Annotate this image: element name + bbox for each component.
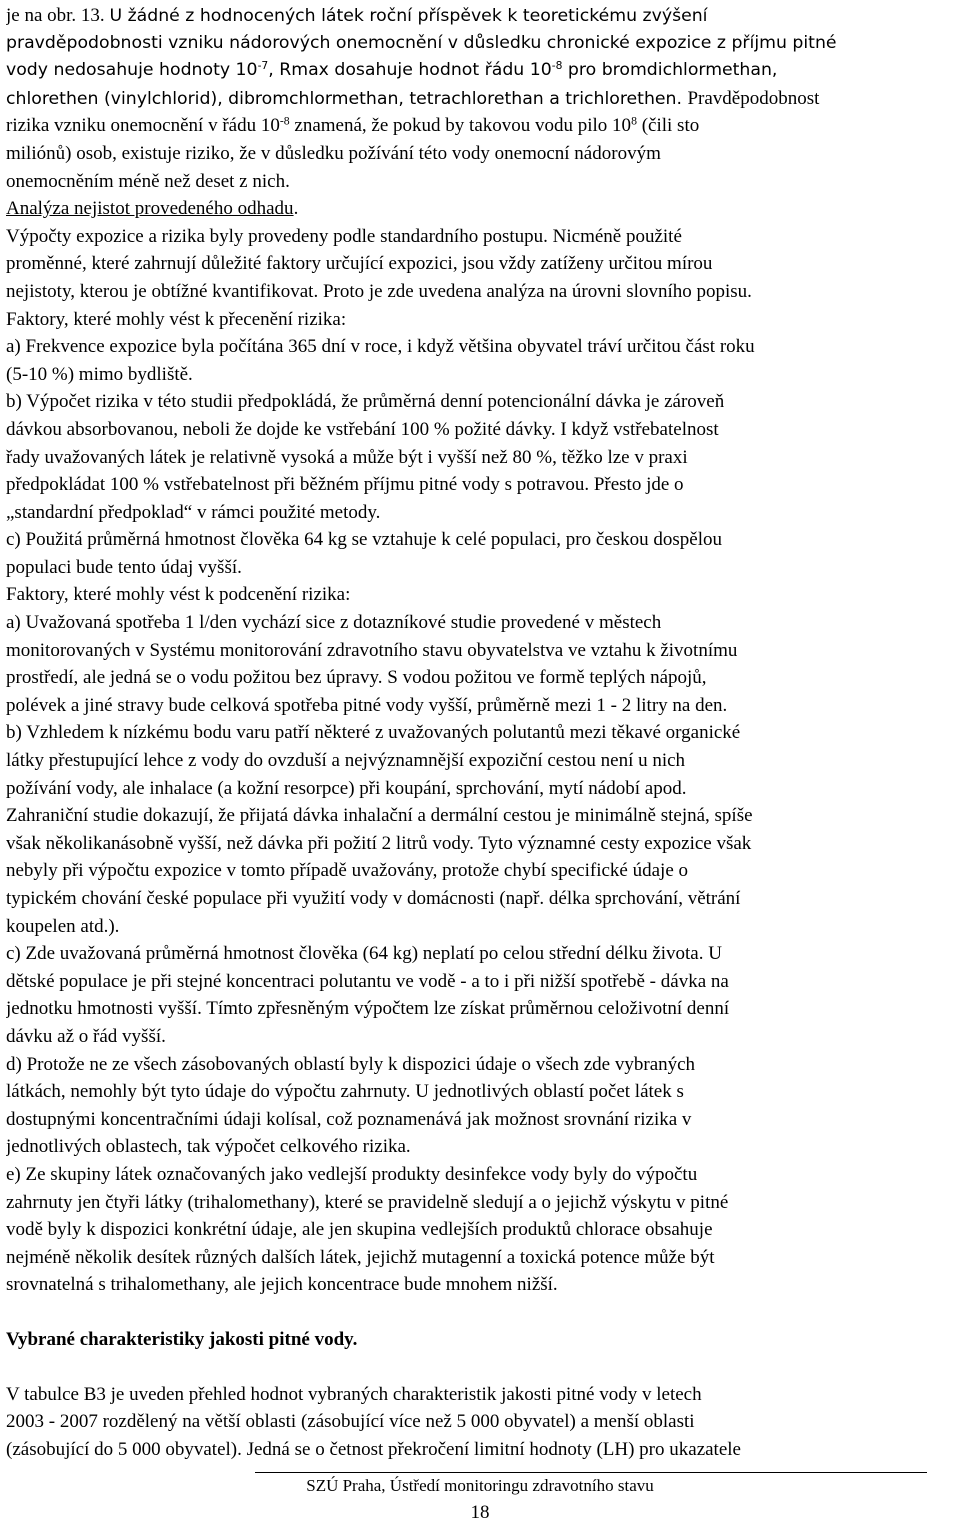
- text-line: pravděpodobnosti vzniku nádorových onemocnění v důsledku chronické expozice z příjmu pitné: [6, 32, 837, 53]
- text-line: vodě byly k dispozici konkrétní údaje, ale jen skupina vedlejších produktů chlorace obsahuje: [6, 1219, 713, 1241]
- text-line: koupelen atd.).: [6, 915, 120, 937]
- text-line: Výpočty expozice a rizika byly provedeny podle standardního postupu. Nicméně použité: [6, 225, 682, 247]
- page-number: 18: [470, 1502, 490, 1523]
- subheading: Faktory, které mohly vést k přecenění rizika:: [6, 308, 347, 330]
- section-heading-underlined: [6, 195, 942, 223]
- text-line: d) Protože ne ze všech zásobovaných oblastí byly k dispozici údaje o všech zde vybraných: [6, 1053, 696, 1075]
- text-line: proměnné, které zahrnují důležité faktory určující expozici, jsou vždy zatíženy určitou mírou: [6, 253, 713, 275]
- text-line: c) Zde uvažovaná průměrná hmotnost člověka (64 kg) neplatí po celou střední délku života. U: [6, 943, 722, 965]
- text-line: předpokládat 100 % vstřebatelnost při běžném příjmu pitné vody s potravou. Přesto jde o: [6, 474, 684, 496]
- text-line: miliónů) osob, existuje riziko, že v důsledku požívání této vody onemocní nádorovým: [6, 142, 661, 164]
- superscript: -8: [279, 114, 290, 128]
- text-line: [6, 57, 942, 85]
- text-line: jednotku hmotnosti vyšší. Tímto zpřesněným výpočtem lze získat průměrnou celoživotní denní: [6, 998, 730, 1020]
- text-line: polévek a jiné stravy bude celková spotřeba pitné vody vyšší, průměrně mezi 1 - 2 litry na den.: [6, 694, 728, 716]
- footer-divider: [255, 1472, 927, 1473]
- text-line: zahrnuty jen čtyři látky (trihalomethany), které se pravidelně sledují a o jejichž výskytu v pitné: [6, 1191, 729, 1213]
- text-run: rizika vzniku onemocnění v řádu 10: [6, 115, 280, 137]
- text-line: nebyly při výpočtu expozice v tomto případě uvažovány, protože chybí specifické údaje o: [6, 860, 689, 882]
- text-line: látkách, nemohly být tyto údaje do výpočtu zahrnuty. U jednotlivých oblastí počet látek s: [6, 1081, 684, 1103]
- text-line: [6, 85, 942, 113]
- paragraph-gap: [6, 1354, 942, 1381]
- text-line: dětské populace je při stejné koncentraci polutantu ve vodě - a to i při nižší spotřebě - dávka na: [6, 970, 729, 992]
- text-line: b) Výpočet rizika v této studii předpokládá, že průměrná denní potencionální dávka je zároveň: [6, 391, 725, 413]
- text-line: 2003 - 2007 rozdělený na větší oblasti (zásobující více než 5 000 obyvatel) a menší oblasti: [6, 1411, 695, 1433]
- text-line: (zásobující do 5 000 obyvatel). Jedná se o četnost překročení limitní hodnoty (LH) pro ukazatele: [6, 1438, 741, 1460]
- text-line: [6, 2, 942, 30]
- text-line: však několikanásobně vyšší, než dávka při požití 2 litrů vody. Tyto významné cesty expozice však: [6, 832, 752, 854]
- text-line: a) Frekvence expozice byla počítána 365 dní v roce, i když většina obyvatel tráví určitou část roku: [6, 336, 755, 358]
- text-run: Analýza nejistot provedeného odhadu: [6, 198, 294, 220]
- text-run: je na obr. 13.: [6, 5, 110, 26]
- text-line: populaci bude tento údaj vyšší.: [6, 556, 242, 578]
- text-run: chlorethen (vinylchlorid), dibromchlormethan, tetrachlorethan a trichlorethen.: [6, 88, 688, 109]
- text-line: nejméně několik desítek různých dalších látek, jejichž mutagenní a toxická potence může být: [6, 1246, 715, 1268]
- text-run: pro bromdichlormethan,: [562, 60, 778, 81]
- text-run: znamená, že pokud by takovou vodu pilo 10: [289, 115, 632, 137]
- text-line: e) Ze skupiny látek označovaných jako vedlejší produkty desinfekce vody byly do výpočtu: [6, 1163, 698, 1185]
- text-line: dávku až o řád vyšší.: [6, 1025, 166, 1047]
- text-line: „standardní předpoklad“ v rámci použité metody.: [6, 501, 381, 523]
- superscript: 8: [631, 114, 637, 128]
- text-line: a) Uvažovaná spotřeba 1 l/den vychází sice z dotazníkové studie provedené v městech: [6, 612, 662, 634]
- subheading: Faktory, které mohly vést k podcenění rizika:: [6, 584, 351, 606]
- text-run: .: [293, 198, 299, 220]
- text-line: dostupnými koncentračními údaji kolísal, což poznamenává jak možnost srovnání rizika v: [6, 1108, 692, 1130]
- text-line: c) Použitá průměrná hmotnost člověka 64 kg se vztahuje k celé populaci, pro českou dospělou: [6, 529, 722, 551]
- text-line: látky přestupující lehce z vody do ovzduší a nejvýznamnější expoziční cestou není u nich: [6, 750, 686, 772]
- text-run: U žádné z hodnocených látek roční příspěvek k teoretickému zvýšení: [109, 6, 708, 26]
- text-line: (5-10 %) mimo bydliště.: [6, 363, 193, 385]
- document-page: [6, 2, 942, 1463]
- text-run: vody nedosahuje hodnoty 10: [6, 60, 258, 81]
- text-run: (čili sto: [636, 115, 700, 137]
- superscript: -7: [257, 59, 269, 73]
- text-line: monitorovaných v Systému monitorování zdravotního stavu obyvatelstva ve vztahu k životnímu: [6, 639, 738, 661]
- text-line: srovnatelná s trihalomethany, ale jejich koncentrace bude mnohem nižší.: [6, 1274, 558, 1296]
- section-heading: Vybrané charakteristiky jakosti pitné vody.: [6, 1328, 358, 1350]
- paragraph-gap: [6, 1299, 942, 1326]
- text-line: nejistoty, kterou je obtížné kvantifikovat. Proto je zde uvedena analýza na úrovni slovního popisu.: [6, 280, 752, 302]
- text-line: onemocněním méně než deset z nich.: [6, 170, 290, 192]
- text-run: Pravděpodobnost: [687, 87, 820, 109]
- text-line: b) Vzhledem k nízkému bodu varu patří některé z uvažovaných polutantů mezi těkavé organické: [6, 722, 741, 744]
- text-line: prostředí, ale jedná se o vodu požitou bez úpravy. S vodou požitou ve formě teplých nápojů,: [6, 667, 707, 689]
- footer-institution: SZÚ Praha, Ústředí monitoringu zdravotního stavu: [306, 1476, 654, 1495]
- text-line: jednotlivých oblastech, tak výpočet celkového rizika.: [6, 1136, 411, 1158]
- text-run: , Rmax dosahuje hodnot řádu 10: [268, 60, 552, 81]
- text-line: typickém chování české populace při využití vody v domácnosti (např. délka sprchování, větrání: [6, 888, 741, 909]
- text-line: [6, 112, 942, 140]
- text-line: Zahraniční studie dokazují, že přijatá dávka inhalační a dermální cestou je minimálně stejná, spíše: [6, 805, 753, 827]
- text-line: požívání vody, ale inhalace (a kožní resorpce) při koupání, sprchování, mytí nádobí apod.: [6, 777, 687, 799]
- text-line: řady uvažovaných látek je relativně vysoká a může být i vyšší než 80 %, těžko lze v praxi: [6, 446, 688, 468]
- superscript: -8: [551, 59, 563, 73]
- text-line: V tabulce B3 je uveden přehled hodnot vybraných charakteristik jakosti pitné vody v letech: [6, 1383, 702, 1405]
- text-line: dávkou absorbovanou, neboli že dojde ke vstřebání 100 % požité dávky. I když vstřebatelnost: [6, 418, 719, 440]
